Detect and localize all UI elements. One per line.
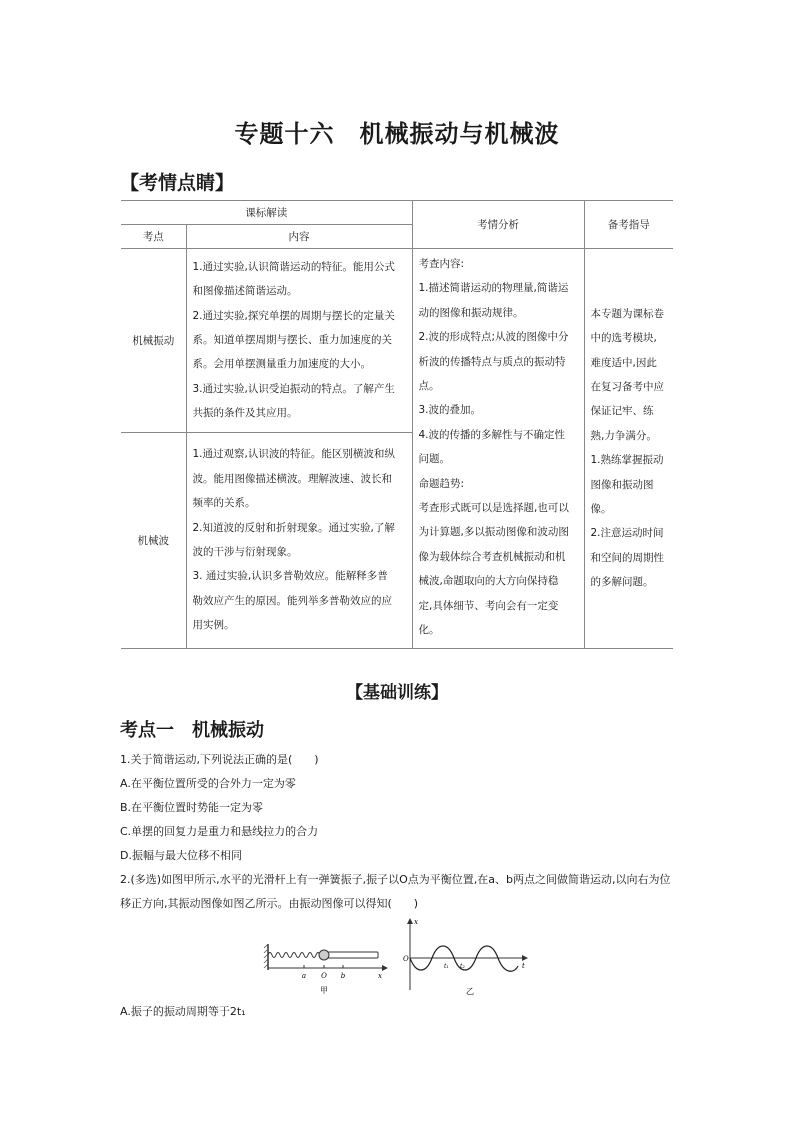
caption-yi: 乙 [466,987,474,996]
content-line: 1.通过实验,认识简谐运动的特征。能用公式 [192,260,395,273]
guide-line: 本专题为课标卷 [590,307,664,320]
guide-line: 保证记牢、练 [590,405,654,418]
curriculum-table [121,200,673,649]
analysis-line: 点。 [418,380,440,393]
t1-label: t₁ [444,963,449,970]
axis-x-label: x [414,918,418,926]
content-line: 2.通过实验,探究单摆的周期与摆长的定量关 [192,309,395,322]
analysis-line: 问题。 [418,453,450,466]
content-line: 3. 通过实验,认识多普勒效应。能解释多普 [192,570,388,583]
content-line: 系。会用单摆测量重力加速度的大小。 [192,358,371,371]
analysis-line: 为计算题,多以振动图像和波动图 [418,526,569,539]
row-content [186,249,412,433]
content-line: 勒效应产生的原因。能列举多普勒效应的应 [192,594,392,607]
analysis-line: 2.波的形成特点;从波的图像中分 [418,331,569,344]
question-1-option: C.单摆的回复力是重力和悬线拉力的合力 [120,825,319,838]
analysis-line: 定,具体细节、考向会有一定变 [418,599,559,612]
guide-line: 2.注意运动时间 [590,527,664,540]
analysis-cell [412,249,584,649]
guide-cell [584,249,673,649]
caption-jia: 甲 [320,986,328,995]
analysis-line: 1.描述简谐运动的物理量,简谐运 [418,282,569,295]
guide-line: 图像和振动图 [590,478,654,491]
origin-label: O [403,955,409,963]
label-b: b [340,972,346,980]
section-heading-kaoqing: 【考情点睛】 [120,172,235,194]
header-analysis: 考情分析 [412,201,584,249]
analysis-line: 化。 [418,624,440,637]
content-line: 共振的条件及其应用。 [192,407,298,420]
page-title: 专题十六 机械振动与机械波 [234,120,560,148]
row-content [186,432,412,648]
question-1-option: B.在平衡位置时势能一定为零 [120,801,264,814]
label-a: a [301,972,307,980]
guide-line: 难度适中,因此 [590,356,657,369]
guide-line: 在复习备考中应 [590,381,664,394]
content-line: 系。知道单摆周期与摆长、重力加速度的关 [192,334,392,347]
analysis-line: 3.波的叠加。 [418,404,482,417]
content-line: 波。能用图像描述横波。理解波速、波长和 [192,472,392,485]
section-heading-jichu: 【基础训练】 [346,683,448,703]
label-x: x [378,972,382,980]
question-1-option: D.振幅与最大位移不相同 [120,849,242,862]
t2-label: t₂ [460,963,465,970]
analysis-line: 械波,命题取向的大方向保持稳 [418,575,559,588]
content-line: 用实例。 [192,619,235,632]
header-group: 课标解读 [121,201,412,225]
content-line: 频率的关系。 [192,497,256,510]
analysis-line: 命题趋势: [418,477,465,490]
analysis-line: 考查形式既可以是选择题,也可以 [418,502,569,515]
guide-line: 熟,力争满分。 [590,429,657,442]
guide-line: 1.熟练掌握振动 [590,454,664,467]
header-guide: 备考指导 [584,201,673,249]
header-content: 内容 [186,225,412,249]
content-line: 和图像描述简谐运动。 [192,285,298,298]
vibration-graph [400,916,530,998]
guide-line: 像。 [590,503,612,516]
content-line: 3.通过实验,认识受迫振动的特点。了解产生 [192,382,395,395]
header-point: 考点 [121,225,186,249]
spring-oscillator-figure [262,940,388,998]
guide-line: 的多解问题。 [590,576,654,589]
analysis-line: 4.波的传播的多解性与不确定性 [418,428,566,441]
content-line: 波的干涉与衍射现象。 [192,546,298,558]
question-2-option-a: A.振子的振动周期等于2t₁ [120,1005,246,1018]
guide-line: 中的选考模块, [590,332,657,345]
analysis-line: 动的图像和振动规律。 [418,306,524,319]
content-line: 1.通过观察,认识波的特征。能区别横波和纵 [192,448,395,461]
question-1-stem: 1.关于简谐运动,下列说法正确的是( ) [120,753,319,766]
guide-line: 和空间的周期性 [590,551,664,564]
axis-t-label: t [522,962,525,970]
analysis-line: 析波的传播特点与质点的振动特 [418,355,566,368]
row-point: 机械波 [121,432,186,648]
question-1-option: A.在平衡位置所受的合外力一定为零 [120,777,296,790]
question-2-stem: 2.(多选)如图甲所示,水平的光滑杆上有一弹簧振子,振子以O点为平衡位置,在a、b两点之间做简谐运动,以向右为位移正方向,其振动图像如图乙所示。由振动图像可以得知( ) [120,873,671,910]
kaodian-heading: 考点一 机械振动 [120,720,264,741]
analysis-line: 考查内容: [418,258,465,270]
label-o: O [321,972,327,980]
content-line: 2.知道波的反射和折射现象。通过实验,了解 [192,521,395,534]
analysis-line: 像为载体综合考查机械振动和机 [418,550,566,563]
row-point: 机械振动 [121,249,186,433]
